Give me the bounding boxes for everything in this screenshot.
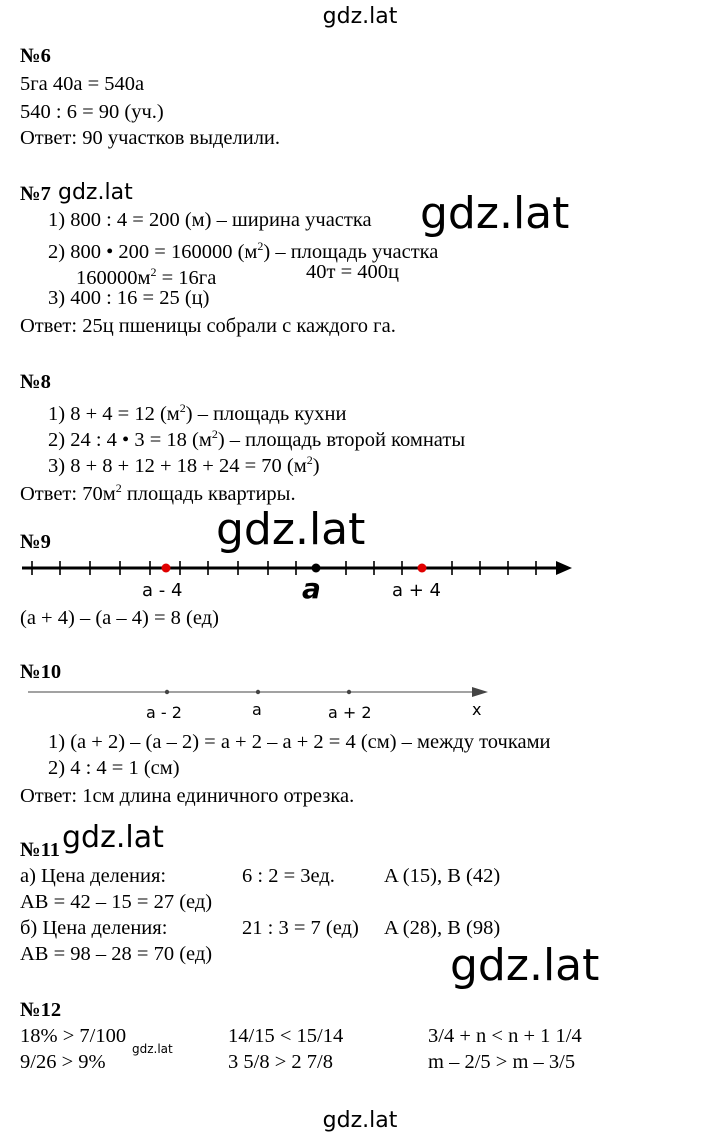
task-8-step-3-tail: ) <box>312 454 320 477</box>
task-7-step-2-tail: ) – площадь участка <box>263 240 439 263</box>
task-12-r2-c2: 3 5/8 > 2 7/8 <box>228 1051 333 1073</box>
watermark-bottom: gdz.lat <box>322 1108 398 1133</box>
number-line-task-10 <box>0 682 720 722</box>
task-11-title: №11 <box>20 839 60 861</box>
task-8-step-3-main: 3) 8 + 8 + 12 + 18 + 24 = 70 (м <box>48 454 307 477</box>
task-8-answer-main: Ответ: 70м <box>20 482 116 505</box>
task-7-answer: Ответ: 25ц пшеницы собрали с каждого га. <box>20 315 396 337</box>
label-a: a <box>252 700 262 719</box>
task-7-title: №7 <box>20 183 51 205</box>
point-a-plus-4 <box>418 564 427 573</box>
task-12-r2-c3: m – 2/5 > m – 3/5 <box>428 1051 576 1073</box>
task-11-a-length: AB = 42 – 15 = 27 (ед) <box>20 891 213 913</box>
task-8-step-1-main: 1) 8 + 4 = 12 (м <box>48 402 180 425</box>
task-8-step-2-tail: ) – площадь второй комнаты <box>217 428 466 451</box>
watermark-big-1: gdz.lat <box>420 188 570 239</box>
watermark-task-7: gdz.lat <box>58 180 133 205</box>
task-12-r1-c3: 3/4 + n < n + 1 1/4 <box>428 1025 582 1047</box>
task-9-result: (a + 4) – (a – 4) = 8 (ед) <box>20 607 219 629</box>
task-8-title: №8 <box>20 371 51 393</box>
superscript: 2 <box>150 265 157 279</box>
task-11-b-length: AB = 98 – 28 = 70 (ед) <box>20 943 213 965</box>
task-7-step-3: 3) 400 : 16 = 25 (ц) <box>48 287 210 309</box>
task-7-step-1: 1) 800 : 4 = 200 (м) – ширина участка <box>48 209 372 231</box>
task-11-b-division: 21 : 3 = 7 (ед) <box>242 917 359 939</box>
superscript: 2 <box>257 239 264 253</box>
task-6-line-2: 540 : 6 = 90 (уч.) <box>20 101 164 123</box>
watermark-big-2: gdz.lat <box>216 504 366 555</box>
task-11-a-label: а) Цена деления: <box>20 865 167 887</box>
task-12-title: №12 <box>20 999 62 1021</box>
task-7-conversion-main: 160000м <box>76 266 151 289</box>
task-6-title: №6 <box>20 45 51 67</box>
task-12-r1-c1: 18% > 7/100 <box>20 1025 127 1047</box>
task-10-step-1: 1) (a + 2) – (a – 2) = a + 2 – a + 2 = 4 (см) – между точками <box>48 731 551 753</box>
watermark-task-11: gdz.lat <box>62 820 164 855</box>
point-a <box>256 690 260 694</box>
task-11-a-points: A (15), B (42) <box>384 865 501 887</box>
task-8-answer <box>20 476 296 506</box>
task-11-b-points: A (28), B (98) <box>384 917 501 939</box>
number-line-task-9 <box>0 550 720 604</box>
superscript: 2 <box>211 427 218 441</box>
number-line-arrow <box>472 687 488 697</box>
watermark-tiny: gdz.lat <box>132 1042 173 1056</box>
task-10-step-2: 2) 4 : 4 = 1 (см) <box>48 757 180 779</box>
label-a: a <box>302 572 321 604</box>
task-6-line-1: 5га 40а = 540а <box>20 73 145 95</box>
watermark-big-3: gdz.lat <box>450 940 600 991</box>
task-11-a-division: 6 : 2 = 3ед. <box>242 865 335 887</box>
task-9-title: №9 <box>20 531 51 553</box>
task-11-b-label: б) Цена деления: <box>20 917 168 939</box>
task-7-conversion-2: 40т = 400ц <box>306 261 399 283</box>
task-12-r2-c1: 9/26 > 9% <box>20 1051 106 1073</box>
watermark-top: gdz.lat <box>322 4 398 29</box>
superscript: 2 <box>306 453 313 467</box>
point-a-minus-4 <box>162 564 171 573</box>
point-a-plus-2 <box>347 690 351 694</box>
task-8-step-1-tail: ) – площадь кухни <box>185 402 347 425</box>
task-12-r1-c2: 14/15 < 15/14 <box>228 1025 344 1047</box>
task-10-title: №10 <box>20 661 62 683</box>
task-8-step-2-main: 2) 24 : 4 • 3 = 18 (м <box>48 428 212 451</box>
superscript: 2 <box>179 401 186 415</box>
label-a-plus-4: a + 4 <box>392 580 442 601</box>
task-7-step-2-main: 2) 800 • 200 = 160000 (м <box>48 240 258 263</box>
task-8-answer-tail: площадь квартиры. <box>121 482 296 505</box>
point-a-minus-2 <box>165 690 169 694</box>
number-line-arrow <box>556 561 572 575</box>
task-10-answer: Ответ: 1см длина единичного отрезка. <box>20 785 355 807</box>
task-6-answer: Ответ: 90 участков выделили. <box>20 127 281 149</box>
superscript: 2 <box>115 481 122 495</box>
task-8-step-3 <box>48 448 320 478</box>
label-a-minus-2: a - 2 <box>146 703 182 722</box>
label-a-minus-4: a - 4 <box>142 580 183 601</box>
label-a-plus-2: a + 2 <box>328 703 372 722</box>
task-7-conversion-tail: = 16га <box>156 266 217 289</box>
label-x: x <box>472 700 482 719</box>
